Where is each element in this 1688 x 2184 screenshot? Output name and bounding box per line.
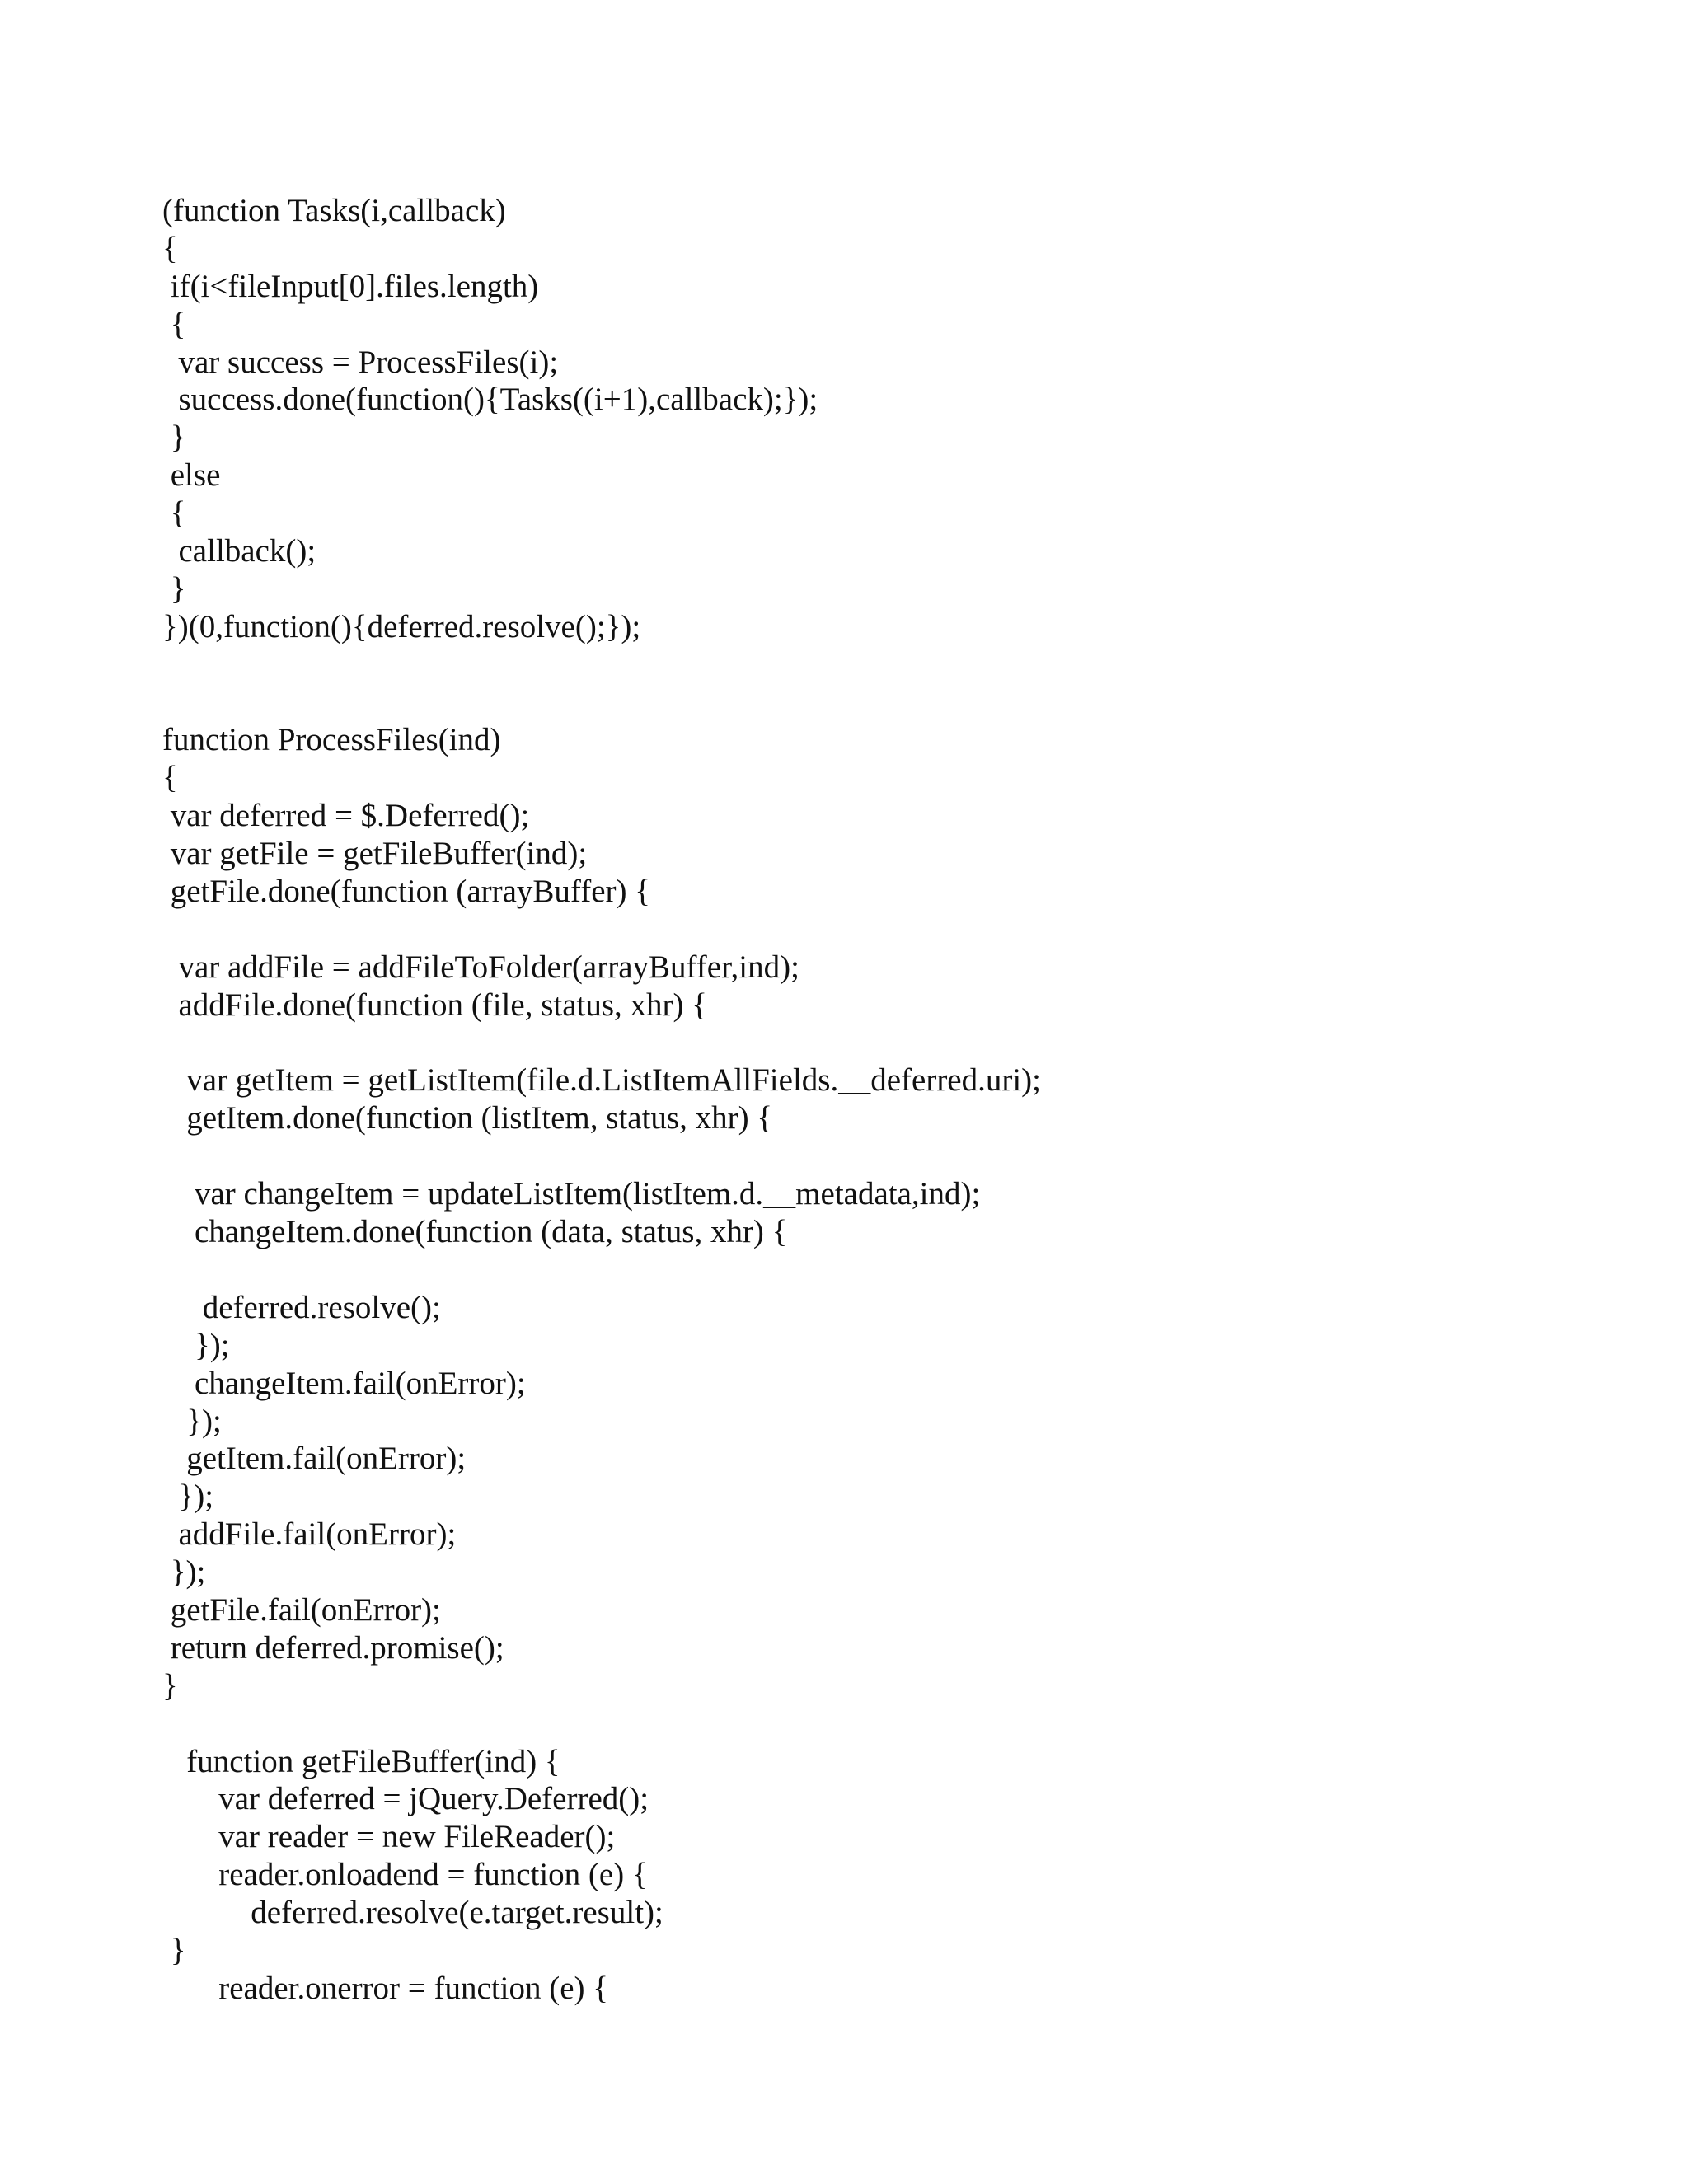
code-line: addFile.fail(onError); (162, 1516, 457, 1553)
code-line: var deferred = $.Deferred(); (162, 798, 530, 834)
code-line: var success = ProcessFiles(i); (162, 344, 559, 380)
code-line: (function Tasks(i,callback) (162, 193, 506, 228)
code-line: getItem.fail(onError); (162, 1441, 467, 1477)
blank-line (162, 1024, 1041, 1062)
code-line: reader.onloadend = function (e) { (162, 1857, 648, 1893)
code-line: deferred.resolve(e.target.result); (162, 1895, 663, 1931)
code-line: var reader = new FileReader(); (162, 1819, 616, 1855)
code-line: var getFile = getFileBuffer(ind); (162, 836, 588, 872)
code-line: } (162, 1667, 178, 1704)
code-line: var getItem = getListItem(file.d.ListItemAllFields.__deferred.uri); (162, 1062, 1042, 1099)
blank-line (162, 911, 1041, 949)
code-line: success.done(function(){Tasks((i+1),callback);}); (162, 382, 818, 418)
code-line: }); (162, 1479, 214, 1515)
code-line: deferred.resolve(); (162, 1289, 441, 1325)
code-line: } (162, 419, 186, 456)
code-line: }); (162, 1327, 230, 1363)
code-line: callback(); (162, 533, 316, 569)
blank-line (162, 646, 1041, 684)
code-line: { (162, 495, 186, 532)
code-line: getFile.fail(onError); (162, 1591, 441, 1628)
blank-line (162, 1251, 1041, 1289)
code-line: function getFileBuffer(ind) { (162, 1743, 560, 1779)
code-line: }); (162, 1403, 222, 1439)
blank-line (162, 1705, 1041, 1743)
code-line: changeItem.done(function (data, status, xhr) { (162, 1214, 788, 1250)
code-line: } (162, 570, 186, 607)
code-line: { (162, 306, 186, 342)
blank-line (162, 684, 1041, 722)
code-line: } (162, 1932, 186, 1968)
code-line: { (162, 230, 178, 266)
code-line: function ProcessFiles(ind) (162, 722, 501, 758)
code-listing (162, 192, 1041, 2008)
code-line: else (162, 457, 221, 494)
code-line: })(0,function(){deferred.resolve();}); (162, 608, 641, 644)
blank-line (162, 1137, 1041, 1175)
code-line: if(i<fileInput[0].files.length) (162, 268, 539, 304)
code-line: var changeItem = updateListItem(listItem.d.__metadata,ind); (162, 1176, 981, 1212)
code-line: changeItem.fail(onError); (162, 1365, 526, 1401)
code-line: reader.onerror = function (e) { (162, 1970, 608, 2006)
code-line: addFile.done(function (file, status, xhr) { (162, 987, 707, 1023)
code-line: { (162, 760, 178, 796)
code-line: getItem.done(function (listItem, status, xhr) { (162, 1100, 773, 1137)
code-line: var deferred = jQuery.Deferred(); (162, 1781, 649, 1817)
code-line: var addFile = addFileToFolder(arrayBuffer,ind); (162, 949, 799, 985)
code-line: }); (162, 1554, 206, 1591)
code-line: getFile.done(function (arrayBuffer) { (162, 874, 650, 910)
code-line: return deferred.promise(); (162, 1629, 504, 1666)
